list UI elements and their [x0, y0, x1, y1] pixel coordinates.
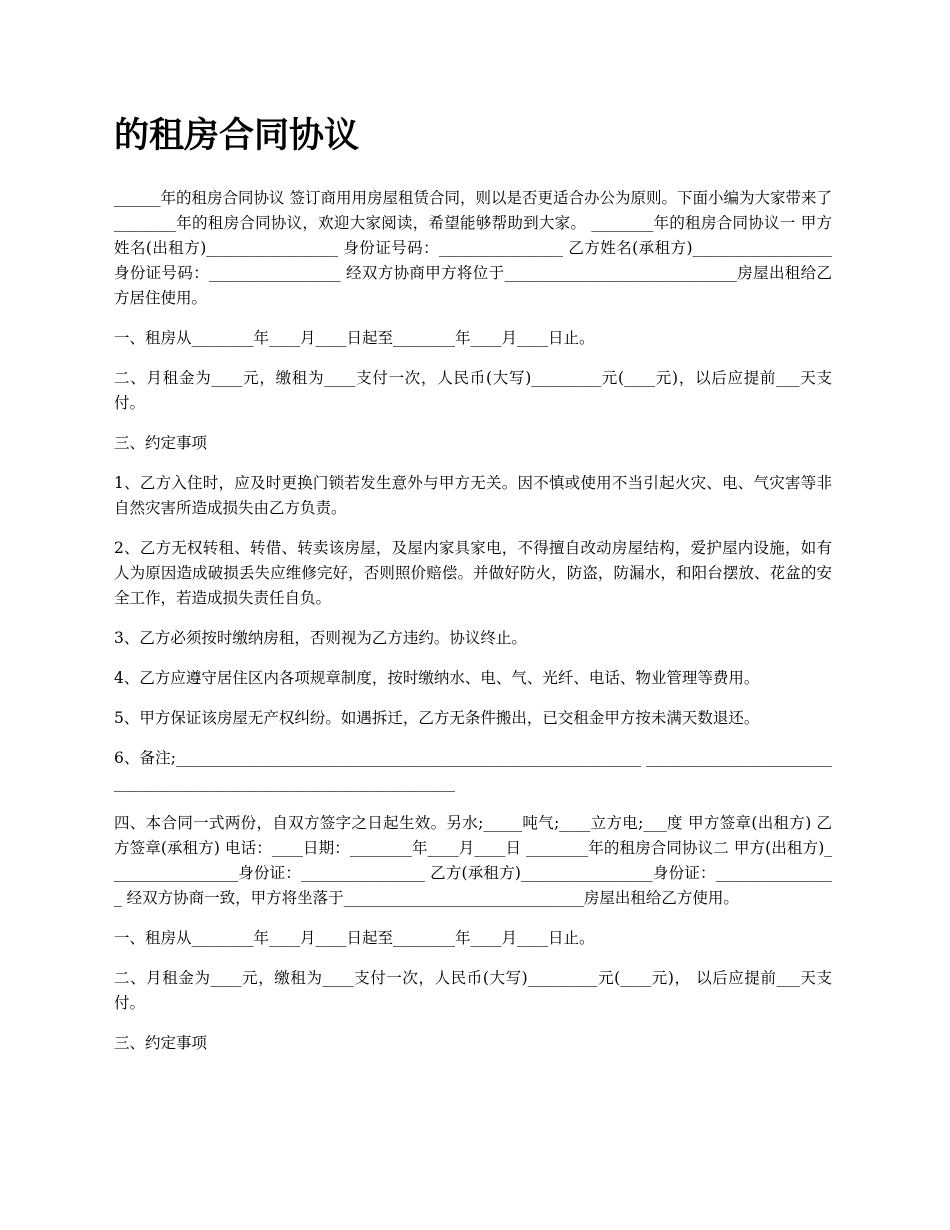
- agreement-item-remarks: 6、备注;____________________________________________________________ ____________________________________________________________________: [114, 749, 832, 792]
- section-heading-agreements-2: 三、约定事项: [114, 1034, 208, 1052]
- section-heading-agreements: 三、约定事项: [114, 434, 208, 452]
- clause-rental-period-2: 一、租房从________年____月____日起至________年____月____日止。: [114, 929, 595, 947]
- document-page: [114, 110, 832, 1071]
- document-title: 的租房合同协议: [114, 115, 360, 156]
- clause-copies-and-contract-two: 四、本合同一式两份，自双方签字之日起生效。另水;_____吨气;____立方电;___度 甲方签章(出租方) 乙方签章(承租方) 电话：____日期：________年____月____日 ________年的租房合同协议二 甲方(出租方)_________________身份证：________________ 乙方(承租方)_________________身份证：________________ 经双方协商一致，甲方将坐落于_______________________________房屋出租给乙方使用。: [114, 814, 832, 907]
- agreement-item-4: 4、乙方应遵守居住区内各项规章制度，按时缴纳水、电、气、光纤、电话、物业管理等费用。: [114, 669, 760, 687]
- clause-rental-period: 一、租房从________年____月____日起至________年____月____日止。: [114, 329, 595, 347]
- agreement-item-5: 5、甲方保证该房屋无产权纠纷。如遇拆迁，乙方无条件搬出，已交租金甲方按未满天数退还。: [114, 709, 760, 727]
- clause-rent: 二、月租金为____元，缴租为____支付一次，人民币(大写)_________元(____元)，以后应提前___天支付。: [114, 369, 832, 412]
- clause-rent-2: 二、月租金为____元，缴租为____支付一次，人民币(大写)_________元(____元)， 以后应提前___天支付。: [114, 969, 832, 1012]
- agreement-item-3: 3、乙方必须按时缴纳房租，否则视为乙方违约。协议终止。: [114, 629, 527, 647]
- agreement-item-1: 1、乙方入住时，应及时更换门锁若发生意外与甲方无关。因不慎或使用不当引起火灾、电、气灾害等非自然灾害所造成损失由乙方负责。: [114, 474, 832, 517]
- agreement-item-2: 2、乙方无权转租、转借、转卖该房屋，及屋内家具家电，不得擅自改动房屋结构，爱护屋内设施，如有人为原因造成破损丢失应维修完好，否则照价赔偿。并做好防火，防盗，防漏水，和阳台摆放、花盆的安全工作，若造成损失责任自负。: [114, 539, 832, 607]
- intro-paragraph: ______年的租房合同协议 签订商用用房屋租赁合同，则以是否更适合办公为原则。下面小编为大家带来了________年的租房合同协议，欢迎大家阅读，希望能够帮助到大家。 ________年的租房合同协议一 甲方姓名(出租方)_________________ 身份证号码：________________ 乙方姓名(承租方)__________________身份证号码：_________________ 经双方协商甲方将位于______________________________房屋出租给乙方居住使用。: [114, 189, 832, 307]
